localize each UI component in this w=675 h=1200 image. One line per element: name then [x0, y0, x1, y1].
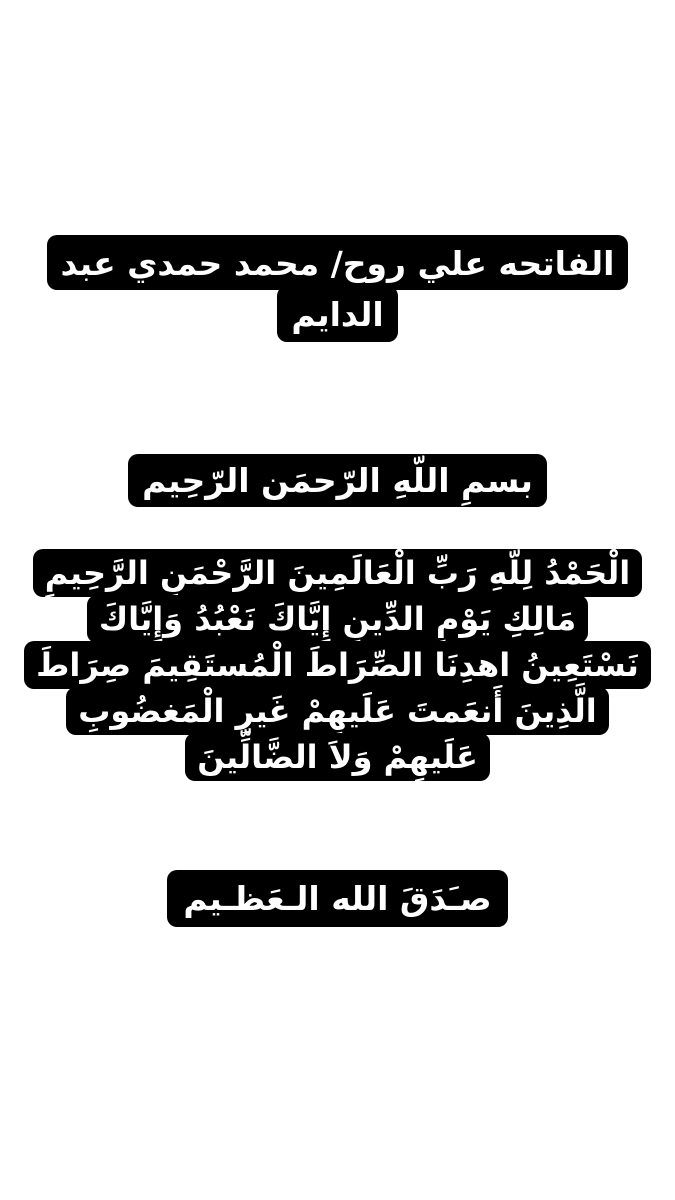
- fatiha-line-5: عَلَيهِمْ وَلاَ الضَّالِّينَ: [185, 733, 490, 781]
- closing-phrase: [0, 870, 675, 927]
- dedication-title: [0, 235, 675, 342]
- basmala: [0, 454, 675, 507]
- fatiha-line-3: نَسْتَعِينُ اهدِنَا الصِّرَاطَ الْمُستَقِيمَ صِرَاطَ: [24, 641, 651, 689]
- surah-fatiha: [0, 549, 675, 781]
- fatiha-line-4: الَّذِينَ أَنعَمتَ عَلَيهِمْ غَيرِ الْمَغضُوبِ: [66, 687, 609, 735]
- fatiha-line-1: الْحَمْدُ لِلَّهِ رَبِّ الْعَالَمِينَ الرَّحْمَنِ الرَّحِيمِ: [33, 549, 642, 597]
- dedication-title-line-2: الدايم: [277, 286, 397, 341]
- basmala-text: بسمِ اللّهِ الرّحمَن الرّحِيم: [128, 454, 547, 507]
- dedication-title-line-1: الفاتحه علي روح/ محمد حمدي عبد: [47, 235, 629, 290]
- closing-text: صـَدَقَ الله الـعَظـيم: [167, 870, 507, 927]
- fatiha-line-2: مَالِكِ يَوْمِ الدِّينِ إِيَّاكَ نَعْبُدُ وَإِيَّاكَ: [87, 595, 588, 643]
